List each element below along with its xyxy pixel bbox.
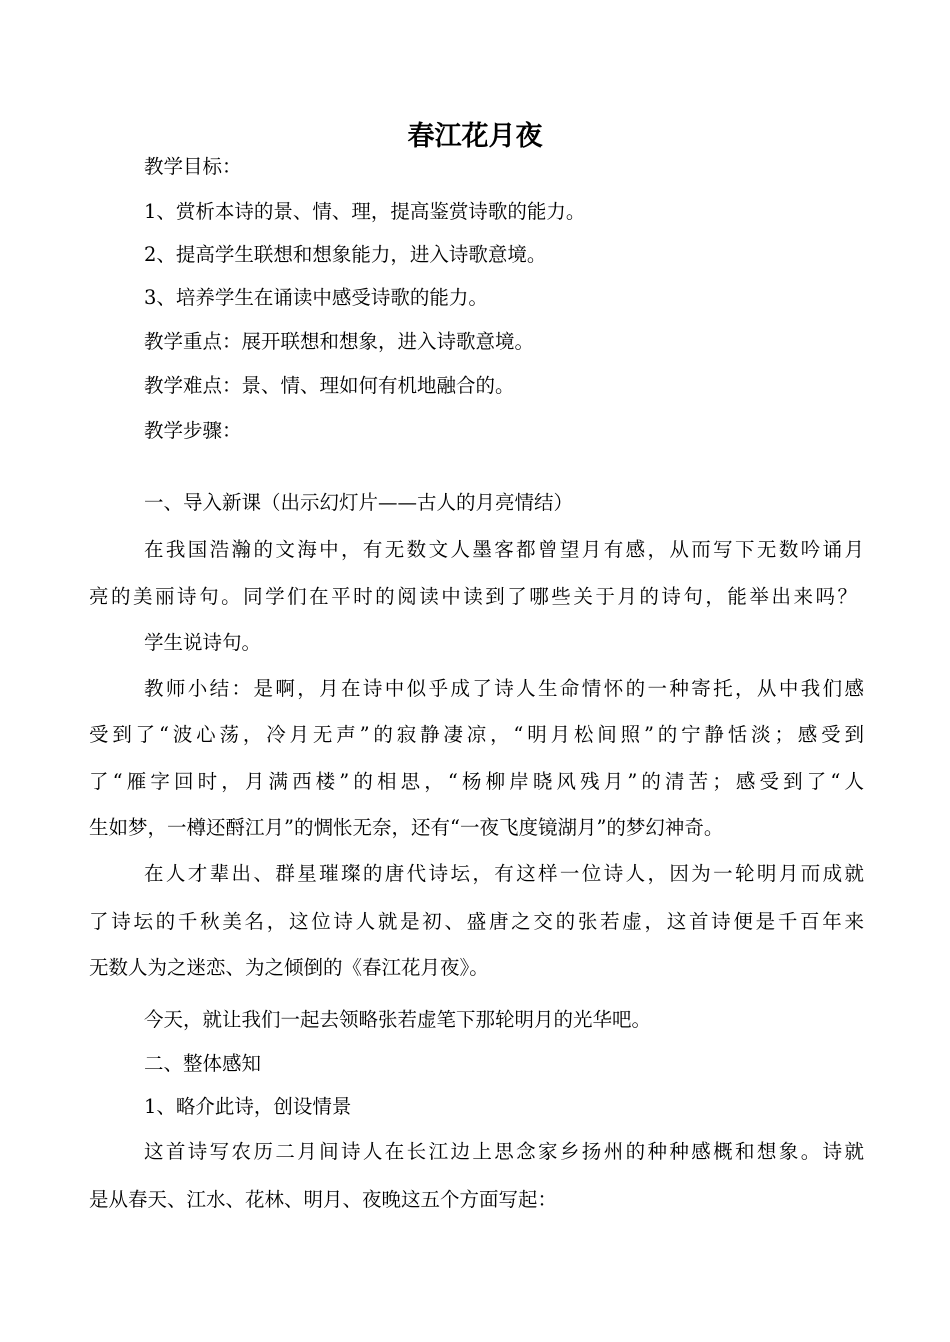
paragraph-line: 了诗坛的千秋美名，这位诗人就是初、盛唐之交的张若虚，这首诗便是千百年来 bbox=[89, 910, 864, 933]
paragraph-line: 受到了“波心荡，冷月无声”的寂静凄凉，“明月松间照”的宁静恬淡；感受到 bbox=[89, 723, 864, 746]
paragraph-line: 了“雁字回时，月满西楼”的相思，“杨柳岸晓风残月”的清苦；感受到了“人 bbox=[89, 770, 864, 793]
section-heading-introduction: 一、导入新课（出示幻灯片——古人的月亮情结） bbox=[144, 491, 574, 514]
paragraph-line: 今天，就让我们一起去领略张若虚笔下那轮明月的光华吧。 bbox=[144, 1008, 652, 1031]
paragraph-line: 教师小结：是啊，月在诗中似乎成了诗人生命情怀的一种寄托，从中我们感 bbox=[144, 677, 864, 700]
document-title: 春江花月夜 bbox=[407, 121, 543, 152]
paragraph-line: 亮的美丽诗句。同学们在平时的阅读中读到了哪些关于月的诗句，能举出来吗？ bbox=[89, 585, 857, 608]
heading-teaching-steps: 教学步骤： bbox=[144, 419, 242, 442]
section-heading-overall-perception: 二、整体感知 bbox=[144, 1052, 262, 1075]
paragraph-line: 学生说诗句。 bbox=[144, 631, 262, 654]
paragraph-line: 生如梦，一樽还酹江月”的惆怅无奈，还有“一夜飞度镜湖月”的梦幻神奇。 bbox=[89, 816, 724, 839]
paragraph-line: 无数人为之迷恋、为之倾倒的《春江花月夜》。 bbox=[89, 956, 489, 979]
objective-3: 3、培养学生在诵读中感受诗歌的能力。 bbox=[144, 286, 488, 309]
teaching-difficulty: 教学难点：景、情、理如何有机地融合的。 bbox=[144, 374, 515, 397]
paragraph-line: 是从春天、江水、花林、明月、夜晚这五个方面写起： bbox=[89, 1188, 558, 1211]
paragraph-line: 这首诗写农历二月间诗人在长江边上思念家乡扬州的种种感概和想象。诗就 bbox=[144, 1140, 864, 1163]
objective-1: 1、赏析本诗的景、情、理，提高鉴赏诗歌的能力。 bbox=[144, 200, 586, 223]
teaching-focus: 教学重点：展开联想和想象，进入诗歌意境。 bbox=[144, 330, 535, 353]
objective-2: 2、提高学生联想和想象能力，进入诗歌意境。 bbox=[144, 243, 547, 266]
paragraph-line: 在人才辈出、群星璀璨的唐代诗坛，有这样一位诗人，因为一轮明月而成就 bbox=[144, 862, 864, 885]
paragraph-line: 在我国浩瀚的文海中，有无数文人墨客都曾望月有感，从而写下无数吟诵月 bbox=[144, 538, 864, 561]
heading-teaching-objectives: 教学目标： bbox=[144, 155, 242, 178]
subsection-heading: 1、略介此诗，创设情景 bbox=[144, 1095, 352, 1118]
